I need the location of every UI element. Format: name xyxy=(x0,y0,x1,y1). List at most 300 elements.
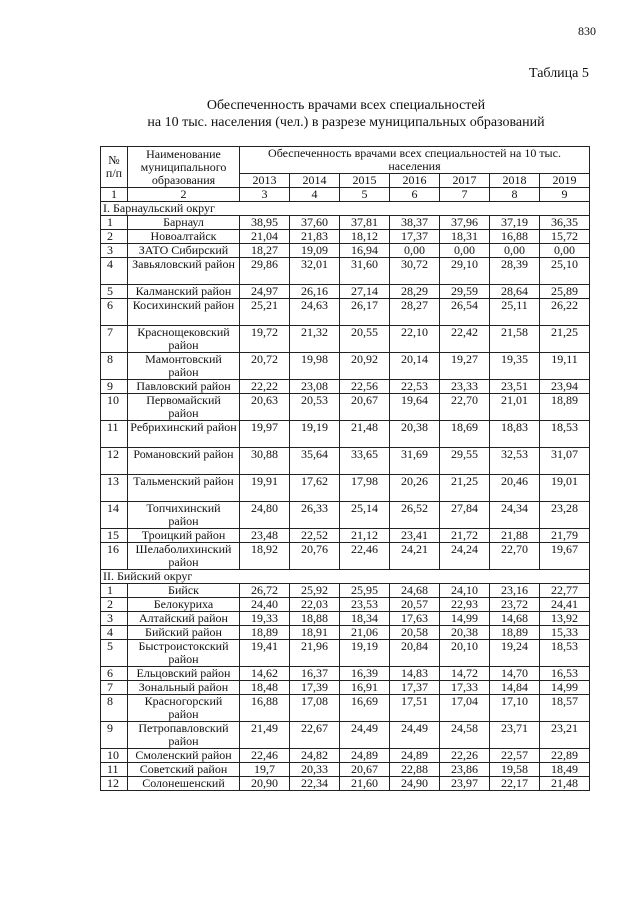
column-index-row xyxy=(101,188,590,202)
table-row xyxy=(101,299,590,326)
table-row xyxy=(101,216,590,230)
value-cell: 21,25 xyxy=(540,326,590,353)
value-cell: 20,55 xyxy=(340,326,390,353)
row-number: 2 xyxy=(101,598,128,612)
row-number: 16 xyxy=(101,543,128,570)
value-cell: 14,83 xyxy=(390,667,440,681)
value-cell: 14,70 xyxy=(490,667,540,681)
value-cell: 20,26 xyxy=(390,475,440,502)
table-row xyxy=(101,612,590,626)
row-number: 6 xyxy=(101,667,128,681)
value-cell: 23,97 xyxy=(440,777,490,791)
value-cell: 22,70 xyxy=(490,543,540,570)
value-cell: 28,27 xyxy=(390,299,440,326)
column-index: 4 xyxy=(290,188,340,202)
row-number: 11 xyxy=(101,763,128,777)
value-cell: 14,72 xyxy=(440,667,490,681)
municipality-name: Топчихинский район xyxy=(128,502,240,529)
section-title: II. Бийский округ xyxy=(101,570,590,584)
column-index: 5 xyxy=(340,188,390,202)
value-cell: 20,72 xyxy=(240,353,290,380)
value-cell: 24,21 xyxy=(390,543,440,570)
row-number: 12 xyxy=(101,448,128,475)
value-cell: 22,17 xyxy=(490,777,540,791)
value-cell: 16,94 xyxy=(340,244,390,258)
value-cell: 21,25 xyxy=(440,475,490,502)
value-cell: 22,34 xyxy=(290,777,340,791)
value-cell: 25,14 xyxy=(340,502,390,529)
page-number: 830 xyxy=(578,24,596,38)
value-cell: 24,41 xyxy=(540,598,590,612)
value-cell: 16,88 xyxy=(240,695,290,722)
value-cell: 21,01 xyxy=(490,394,540,421)
value-cell: 14,68 xyxy=(490,612,540,626)
value-cell: 18,48 xyxy=(240,681,290,695)
value-cell: 20,38 xyxy=(440,626,490,640)
header-year: 2014 xyxy=(290,174,340,188)
table-row xyxy=(101,353,590,380)
value-cell: 21,83 xyxy=(290,230,340,244)
value-cell: 21,12 xyxy=(340,529,390,543)
value-cell: 17,08 xyxy=(290,695,340,722)
value-cell: 30,88 xyxy=(240,448,290,475)
value-cell: 26,22 xyxy=(540,299,590,326)
value-cell: 21,58 xyxy=(490,326,540,353)
value-cell: 15,33 xyxy=(540,626,590,640)
value-cell: 16,37 xyxy=(290,667,340,681)
value-cell: 24,24 xyxy=(440,543,490,570)
value-cell: 16,53 xyxy=(540,667,590,681)
value-cell: 31,07 xyxy=(540,448,590,475)
value-cell: 18,53 xyxy=(540,640,590,667)
value-cell: 18,89 xyxy=(240,626,290,640)
row-number: 6 xyxy=(101,299,128,326)
municipality-name: Романовский район xyxy=(128,448,240,475)
value-cell: 18,89 xyxy=(490,626,540,640)
municipality-name: Советский район xyxy=(128,763,240,777)
row-number: 13 xyxy=(101,475,128,502)
row-number: 9 xyxy=(101,722,128,749)
table-row xyxy=(101,326,590,353)
table-row xyxy=(101,285,590,299)
value-cell: 18,57 xyxy=(540,695,590,722)
value-cell: 38,95 xyxy=(240,216,290,230)
table-row xyxy=(101,380,590,394)
value-cell: 23,08 xyxy=(290,380,340,394)
value-cell: 27,84 xyxy=(440,502,490,529)
value-cell: 21,06 xyxy=(340,626,390,640)
value-cell: 22,42 xyxy=(440,326,490,353)
value-cell: 20,76 xyxy=(290,543,340,570)
value-cell: 19,97 xyxy=(240,421,290,448)
value-cell: 19,64 xyxy=(390,394,440,421)
value-cell: 23,72 xyxy=(490,598,540,612)
value-cell: 24,89 xyxy=(390,749,440,763)
row-number: 9 xyxy=(101,380,128,394)
municipality-name: Барнаул xyxy=(128,216,240,230)
value-cell: 35,64 xyxy=(290,448,340,475)
value-cell: 17,33 xyxy=(440,681,490,695)
value-cell: 21,48 xyxy=(340,421,390,448)
value-cell: 25,11 xyxy=(490,299,540,326)
row-number: 1 xyxy=(101,216,128,230)
value-cell: 16,69 xyxy=(340,695,390,722)
value-cell: 23,28 xyxy=(540,502,590,529)
value-cell: 19,7 xyxy=(240,763,290,777)
value-cell: 23,51 xyxy=(490,380,540,394)
table-row xyxy=(101,258,590,285)
value-cell: 28,39 xyxy=(490,258,540,285)
value-cell: 18,34 xyxy=(340,612,390,626)
value-cell: 20,92 xyxy=(340,353,390,380)
value-cell: 19,01 xyxy=(540,475,590,502)
value-cell: 31,60 xyxy=(340,258,390,285)
row-number: 11 xyxy=(101,421,128,448)
value-cell: 19,27 xyxy=(440,353,490,380)
value-cell: 19,19 xyxy=(290,421,340,448)
row-number: 12 xyxy=(101,777,128,791)
table-row xyxy=(101,667,590,681)
value-cell: 20,14 xyxy=(390,353,440,380)
value-cell: 17,98 xyxy=(340,475,390,502)
value-cell: 21,72 xyxy=(440,529,490,543)
value-cell: 29,10 xyxy=(440,258,490,285)
value-cell: 26,52 xyxy=(390,502,440,529)
value-cell: 37,81 xyxy=(340,216,390,230)
value-cell: 24,10 xyxy=(440,584,490,598)
value-cell: 16,91 xyxy=(340,681,390,695)
value-cell: 20,10 xyxy=(440,640,490,667)
value-cell: 21,79 xyxy=(540,529,590,543)
value-cell: 21,88 xyxy=(490,529,540,543)
doctors-table xyxy=(100,146,590,791)
table-row xyxy=(101,475,590,502)
table-row xyxy=(101,584,590,598)
municipality-name: Первомайский район xyxy=(128,394,240,421)
table-row xyxy=(101,529,590,543)
value-cell: 22,52 xyxy=(290,529,340,543)
section-row xyxy=(101,570,590,584)
value-cell: 28,64 xyxy=(490,285,540,299)
value-cell: 24,97 xyxy=(240,285,290,299)
municipality-name: Зональный район xyxy=(128,681,240,695)
value-cell: 18,27 xyxy=(240,244,290,258)
value-cell: 22,67 xyxy=(290,722,340,749)
value-cell: 19,11 xyxy=(540,353,590,380)
value-cell: 22,10 xyxy=(390,326,440,353)
value-cell: 19,91 xyxy=(240,475,290,502)
value-cell: 16,88 xyxy=(490,230,540,244)
municipality-name: Ребрихинский район xyxy=(128,421,240,448)
value-cell: 19,67 xyxy=(540,543,590,570)
municipality-name: Красногорский район xyxy=(128,695,240,722)
value-cell: 31,69 xyxy=(390,448,440,475)
value-cell: 14,84 xyxy=(490,681,540,695)
value-cell: 20,33 xyxy=(290,763,340,777)
value-cell: 17,39 xyxy=(290,681,340,695)
value-cell: 21,48 xyxy=(540,777,590,791)
value-cell: 22,89 xyxy=(540,749,590,763)
column-index: 6 xyxy=(390,188,440,202)
value-cell: 27,14 xyxy=(340,285,390,299)
value-cell: 17,63 xyxy=(390,612,440,626)
table-row xyxy=(101,695,590,722)
table-row xyxy=(101,543,590,570)
column-index: 8 xyxy=(490,188,540,202)
value-cell: 18,49 xyxy=(540,763,590,777)
value-cell: 0,00 xyxy=(540,244,590,258)
municipality-name: Троицкий район xyxy=(128,529,240,543)
value-cell: 19,72 xyxy=(240,326,290,353)
table-row xyxy=(101,394,590,421)
value-cell: 32,53 xyxy=(490,448,540,475)
section-title: I. Барнаульский округ xyxy=(101,202,590,216)
table-row xyxy=(101,448,590,475)
municipality-name: Павловский район xyxy=(128,380,240,394)
value-cell: 20,90 xyxy=(240,777,290,791)
value-cell: 23,16 xyxy=(490,584,540,598)
value-cell: 23,21 xyxy=(540,722,590,749)
value-cell: 22,93 xyxy=(440,598,490,612)
value-cell: 22,77 xyxy=(540,584,590,598)
value-cell: 18,92 xyxy=(240,543,290,570)
row-number: 7 xyxy=(101,681,128,695)
value-cell: 29,59 xyxy=(440,285,490,299)
value-cell: 24,49 xyxy=(340,722,390,749)
value-cell: 20,67 xyxy=(340,394,390,421)
municipality-name: Шелаболихинский район xyxy=(128,543,240,570)
value-cell: 19,09 xyxy=(290,244,340,258)
value-cell: 24,34 xyxy=(490,502,540,529)
value-cell: 18,53 xyxy=(540,421,590,448)
value-cell: 18,88 xyxy=(290,612,340,626)
value-cell: 14,99 xyxy=(440,612,490,626)
value-cell: 22,03 xyxy=(290,598,340,612)
municipality-name: Краснощековский район xyxy=(128,326,240,353)
municipality-name: Солонешенский xyxy=(128,777,240,791)
row-number: 1 xyxy=(101,584,128,598)
column-index: 1 xyxy=(101,188,128,202)
table-row xyxy=(101,626,590,640)
row-number: 15 xyxy=(101,529,128,543)
value-cell: 13,92 xyxy=(540,612,590,626)
value-cell: 26,54 xyxy=(440,299,490,326)
header-year: 2013 xyxy=(240,174,290,188)
value-cell: 24,40 xyxy=(240,598,290,612)
value-cell: 36,35 xyxy=(540,216,590,230)
header-year: 2016 xyxy=(390,174,440,188)
value-cell: 23,86 xyxy=(440,763,490,777)
value-cell: 24,80 xyxy=(240,502,290,529)
value-cell: 19,33 xyxy=(240,612,290,626)
value-cell: 26,72 xyxy=(240,584,290,598)
value-cell: 21,49 xyxy=(240,722,290,749)
value-cell: 22,26 xyxy=(440,749,490,763)
municipality-name: Смоленский район xyxy=(128,749,240,763)
value-cell: 24,90 xyxy=(390,777,440,791)
value-cell: 24,82 xyxy=(290,749,340,763)
value-cell: 14,62 xyxy=(240,667,290,681)
value-cell: 37,96 xyxy=(440,216,490,230)
title-line-2: на 10 тыс. населения (чел.) в разрезе муниципальных образований xyxy=(147,115,545,130)
value-cell: 26,17 xyxy=(340,299,390,326)
value-cell: 20,38 xyxy=(390,421,440,448)
value-cell: 25,10 xyxy=(540,258,590,285)
header-year: 2017 xyxy=(440,174,490,188)
value-cell: 23,48 xyxy=(240,529,290,543)
value-cell: 18,69 xyxy=(440,421,490,448)
value-cell: 0,00 xyxy=(390,244,440,258)
table-row xyxy=(101,749,590,763)
value-cell: 20,58 xyxy=(390,626,440,640)
table-row xyxy=(101,230,590,244)
value-cell: 23,41 xyxy=(390,529,440,543)
column-index: 2 xyxy=(128,188,240,202)
table-row xyxy=(101,777,590,791)
value-cell: 19,24 xyxy=(490,640,540,667)
value-cell: 21,04 xyxy=(240,230,290,244)
value-cell: 37,60 xyxy=(290,216,340,230)
value-cell: 17,04 xyxy=(440,695,490,722)
row-number: 10 xyxy=(101,394,128,421)
title-line-1: Обеспеченность врачами всех специальностей xyxy=(206,98,486,113)
value-cell: 25,21 xyxy=(240,299,290,326)
municipality-name: Завьяловский район xyxy=(128,258,240,285)
municipality-name: Мамонтовский район xyxy=(128,353,240,380)
row-number: 5 xyxy=(101,640,128,667)
value-cell: 21,60 xyxy=(340,777,390,791)
municipality-name: Новоалтайск xyxy=(128,230,240,244)
value-cell: 28,29 xyxy=(390,285,440,299)
municipality-name: Косихинский район xyxy=(128,299,240,326)
value-cell: 25,95 xyxy=(340,584,390,598)
municipality-name: Калманский район xyxy=(128,285,240,299)
row-number: 5 xyxy=(101,285,128,299)
value-cell: 14,99 xyxy=(540,681,590,695)
header-no: № п/п xyxy=(101,147,128,188)
value-cell: 0,00 xyxy=(490,244,540,258)
municipality-name: Бийский район xyxy=(128,626,240,640)
table-row xyxy=(101,598,590,612)
value-cell: 24,58 xyxy=(440,722,490,749)
municipality-name: ЗАТО Сибирский xyxy=(128,244,240,258)
value-cell: 17,37 xyxy=(390,681,440,695)
value-cell: 22,56 xyxy=(340,380,390,394)
municipality-name: Быстроистокский район xyxy=(128,640,240,667)
value-cell: 23,71 xyxy=(490,722,540,749)
value-cell: 23,33 xyxy=(440,380,490,394)
value-cell: 29,55 xyxy=(440,448,490,475)
header-year: 2018 xyxy=(490,174,540,188)
header-year: 2019 xyxy=(540,174,590,188)
value-cell: 38,37 xyxy=(390,216,440,230)
table-row xyxy=(101,763,590,777)
value-cell: 0,00 xyxy=(440,244,490,258)
value-cell: 17,51 xyxy=(390,695,440,722)
row-number: 4 xyxy=(101,626,128,640)
value-cell: 18,91 xyxy=(290,626,340,640)
column-index: 9 xyxy=(540,188,590,202)
value-cell: 22,57 xyxy=(490,749,540,763)
value-cell: 20,67 xyxy=(340,763,390,777)
header-year: 2015 xyxy=(340,174,390,188)
value-cell: 19,41 xyxy=(240,640,290,667)
value-cell: 21,96 xyxy=(290,640,340,667)
municipality-name: Белокуриха xyxy=(128,598,240,612)
column-index: 7 xyxy=(440,188,490,202)
value-cell: 16,39 xyxy=(340,667,390,681)
municipality-name: Алтайский район xyxy=(128,612,240,626)
value-cell: 24,49 xyxy=(390,722,440,749)
column-index: 3 xyxy=(240,188,290,202)
value-cell: 20,63 xyxy=(240,394,290,421)
row-number: 7 xyxy=(101,326,128,353)
row-number: 10 xyxy=(101,749,128,763)
value-cell: 18,89 xyxy=(540,394,590,421)
value-cell: 15,72 xyxy=(540,230,590,244)
row-number: 3 xyxy=(101,612,128,626)
value-cell: 20,46 xyxy=(490,475,540,502)
row-number: 4 xyxy=(101,258,128,285)
value-cell: 18,31 xyxy=(440,230,490,244)
value-cell: 19,19 xyxy=(340,640,390,667)
table-row xyxy=(101,421,590,448)
value-cell: 24,63 xyxy=(290,299,340,326)
municipality-name: Петропавловский район xyxy=(128,722,240,749)
value-cell: 33,65 xyxy=(340,448,390,475)
value-cell: 23,94 xyxy=(540,380,590,394)
municipality-name: Тальменский район xyxy=(128,475,240,502)
table-title xyxy=(96,97,596,131)
value-cell: 22,22 xyxy=(240,380,290,394)
value-cell: 30,72 xyxy=(390,258,440,285)
municipality-name: Ельцовский район xyxy=(128,667,240,681)
value-cell: 26,16 xyxy=(290,285,340,299)
value-cell: 19,58 xyxy=(490,763,540,777)
value-cell: 21,32 xyxy=(290,326,340,353)
row-number: 14 xyxy=(101,502,128,529)
value-cell: 18,83 xyxy=(490,421,540,448)
value-cell: 22,70 xyxy=(440,394,490,421)
row-number: 8 xyxy=(101,695,128,722)
value-cell: 22,46 xyxy=(240,749,290,763)
row-number: 3 xyxy=(101,244,128,258)
header-name: Наименование муниципального образования xyxy=(128,147,240,188)
value-cell: 20,53 xyxy=(290,394,340,421)
value-cell: 22,53 xyxy=(390,380,440,394)
value-cell: 22,46 xyxy=(340,543,390,570)
table-label: Таблица 5 xyxy=(529,66,589,81)
value-cell: 19,35 xyxy=(490,353,540,380)
value-cell: 20,84 xyxy=(390,640,440,667)
municipality-name: Бийск xyxy=(128,584,240,598)
section-row xyxy=(101,202,590,216)
value-cell: 17,62 xyxy=(290,475,340,502)
value-cell: 17,10 xyxy=(490,695,540,722)
value-cell: 18,12 xyxy=(340,230,390,244)
table-row xyxy=(101,640,590,667)
value-cell: 32,01 xyxy=(290,258,340,285)
row-number: 2 xyxy=(101,230,128,244)
value-cell: 26,33 xyxy=(290,502,340,529)
value-cell: 37,19 xyxy=(490,216,540,230)
table-row xyxy=(101,722,590,749)
table-row xyxy=(101,502,590,529)
value-cell: 19,98 xyxy=(290,353,340,380)
table-row xyxy=(101,244,590,258)
table-row xyxy=(101,681,590,695)
value-cell: 25,92 xyxy=(290,584,340,598)
